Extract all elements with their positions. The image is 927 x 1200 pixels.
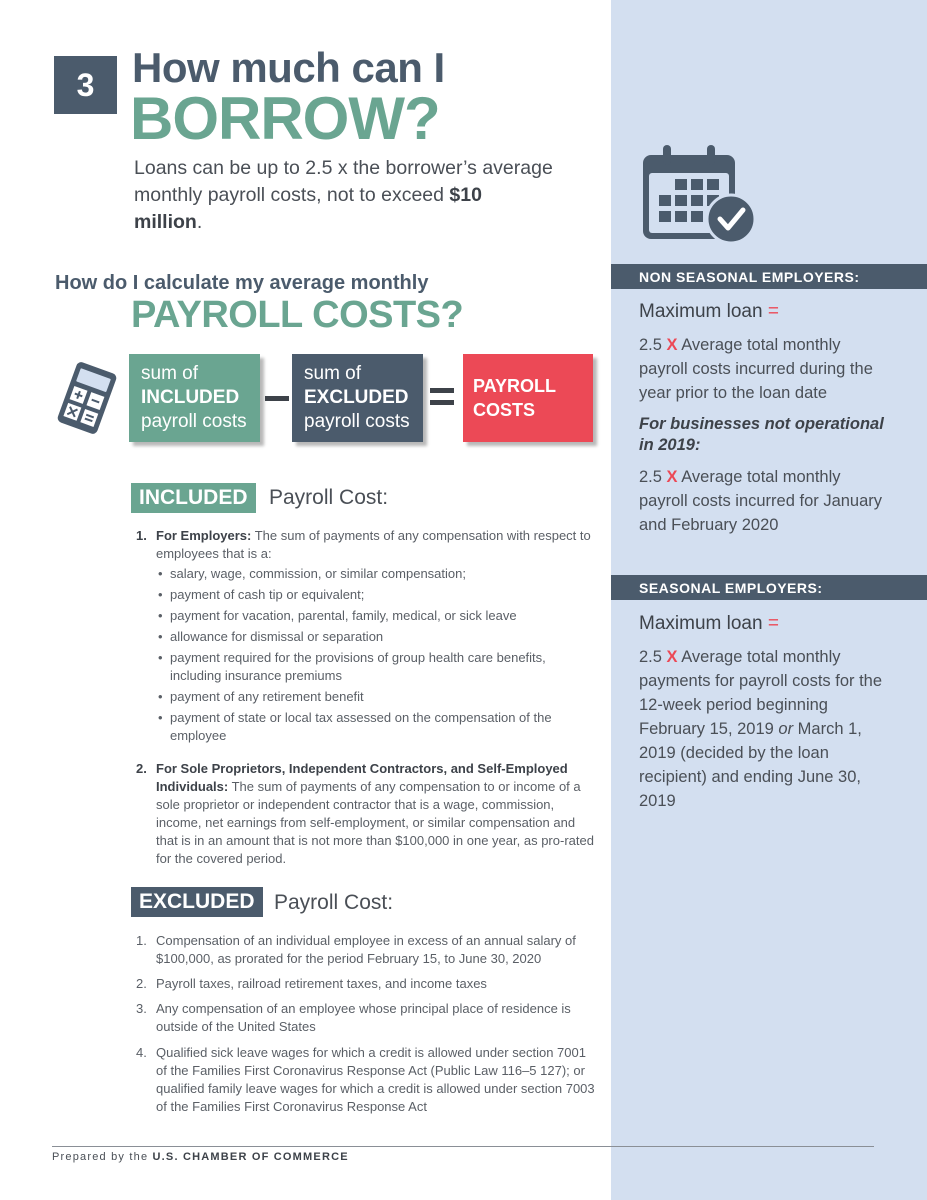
included-item-employers: 1. For Employers: The sum of payments of any compensation with respect to employees that is a: [136, 528, 591, 561]
list-item: • salary, wage, commission, or similar compensation; [158, 565, 598, 583]
footer-credit: Prepared by the U.S. CHAMBER OF COMMERCE [52, 1151, 349, 1163]
included-bullet-list [158, 565, 598, 748]
nonseasonal-bar: NON SEASONAL EMPLOYERS: [611, 264, 927, 289]
list-item: • payment of any retirement benefit [158, 688, 598, 706]
included-tag: INCLUDED [131, 483, 256, 513]
seasonal-formula: 2.5 X Average total monthly payments for payroll costs for the 12-week period beginning February 15, 2019 or March 1, 2019 (decided by the loan recipient) and ending June 30, 2019 [639, 648, 883, 810]
included-heading: Payroll Cost: [269, 486, 389, 509]
nonseasonal-formula-2020: 2.5 X Average total monthly payroll costs incurred for January and February 2020 [639, 468, 883, 534]
excluded-sum-box: sum of EXCLUDED payroll costs [292, 354, 423, 442]
seasonal-bar: SEASONAL EMPLOYERS: [611, 575, 927, 600]
nonseasonal-formula: 2.5 X Average total monthly payroll costs incurred during the year prior to the loan date [639, 336, 873, 402]
loan-cap: $10 million [134, 184, 482, 233]
page-title-line1: How much can I [132, 44, 445, 91]
nonseasonal-subheading: For businesses not operational in 2019: [639, 415, 884, 454]
calendar-check-icon [641, 143, 756, 245]
list-item: • payment for vacation, parental, family, medical, or sick leave [158, 607, 598, 625]
list-item: • allowance for dismissal or separation [158, 628, 598, 646]
nonseasonal-max-loan: Maximum loan = [639, 301, 779, 322]
list-item: • payment required for the provisions of group health care benefits, including insurance premiums [158, 649, 598, 685]
included-sum-box: sum of INCLUDED payroll costs [129, 354, 260, 442]
excluded-item-4: 4. Qualified sick leave wages for which a credit is allowed under section 7001 of the Families First Coronavirus Response Act (Public Law 116–5 127); or qualified family leave wages for which a credit is allowed under section 7003 of the Families First Coronavirus Response Act [136, 1045, 595, 1114]
seasonal-max-loan: Maximum loan = [639, 613, 779, 634]
excluded-item-1: 1. Compensation of an individual employee in excess of an annual salary of $100,000, as prorated for the period February 15, to June 30, 2020 [136, 933, 576, 966]
footer-divider [52, 1146, 874, 1147]
calculator-icon [52, 362, 122, 434]
excluded-item-2: 2. Payroll taxes, railroad retirement taxes, and income taxes [136, 976, 487, 991]
equals-sign [430, 388, 454, 408]
excluded-tag: EXCLUDED [131, 887, 263, 917]
intro-text: Loans can be up to 2.5 x the borrower’s average monthly payroll costs, not to exceed $10 million. [134, 157, 553, 233]
list-item: • payment of state or local tax assessed on the compensation of the employee [158, 709, 598, 745]
minus-sign [265, 396, 289, 401]
calc-heading: PAYROLL COSTS? [131, 294, 464, 336]
excluded-item-3: 3. Any compensation of an employee whose principal place of residence is outside of the United States [136, 1001, 571, 1034]
page-title-line2: BORROW? [130, 85, 440, 152]
included-item-sole-proprietors: 2. For Sole Proprietors, Independent Contractors, and Self-Employed Individuals: The sum of payments of any compensation to or income of a sole proprietor or independent contractor that is a wage, commission, income, net earnings from self-employment, or similar compensation and that is in an amount that is not more than $100,000 in one year, as pro-rated for the covered period. [136, 761, 594, 866]
section-number: 3 [54, 56, 117, 114]
list-item: • payment of cash tip or equivalent; [158, 586, 598, 604]
calc-question: How do I calculate my average monthly [55, 272, 429, 294]
payroll-costs-box: PAYROLL COSTS [463, 354, 593, 442]
excluded-heading: Payroll Cost: [274, 891, 394, 914]
